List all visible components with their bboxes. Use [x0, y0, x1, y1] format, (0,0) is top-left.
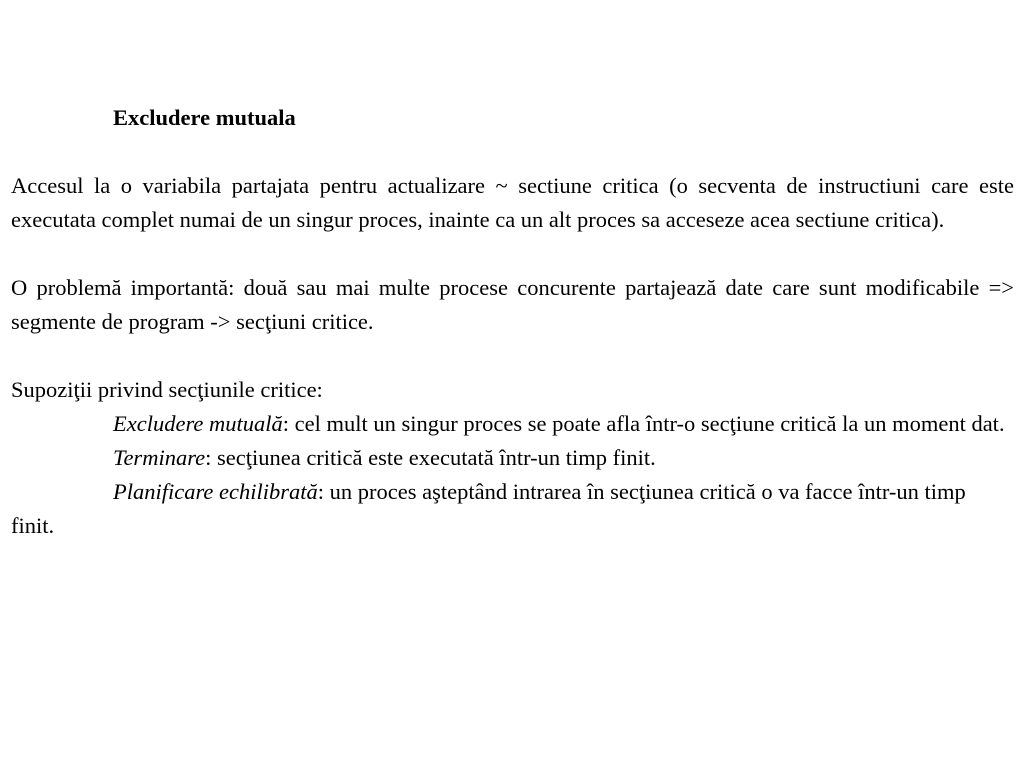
assumption-text: : cel mult un singur proces se poate afla într-o secţiune critică la un moment dat.	[282, 411, 1005, 436]
assumptions-block	[11, 373, 1014, 543]
assumption-term: Excludere mutuală	[113, 411, 283, 436]
slide-content	[11, 101, 1014, 543]
assumption-item-balanced-scheduling	[11, 475, 1014, 543]
assumption-item-termination	[11, 441, 1014, 475]
assumptions-heading: Supoziţii privind secţiunile critice:	[11, 377, 323, 402]
assumption-item-mutual-exclusion	[11, 407, 1014, 441]
paragraph-important-problem: O problemă importantă: două sau mai multe procese concurente partajează date care sunt modificabile => segmente de program -> secţiuni critice.	[11, 275, 1014, 334]
assumption-term: Planificare echilibrată	[113, 479, 318, 504]
paragraph-critical-section-definition: Accesul la o variabila partajata pentru actualizare ~ sectiune critica (o secventa de instructiuni care este executata complet numai de un singur proces, inainte ca un alt proces sa acceseze acea sectiune critica).	[11, 173, 1014, 232]
assumption-term: Terminare	[113, 445, 206, 470]
assumption-text: : secţiunea critică este executată într-un timp finit.	[205, 445, 656, 470]
assumption-text: : un proces aşteptând intrarea în secţiunea critică o va facce într-un timp finit.	[11, 479, 966, 538]
slide-title: Excludere mutuala	[113, 105, 296, 130]
